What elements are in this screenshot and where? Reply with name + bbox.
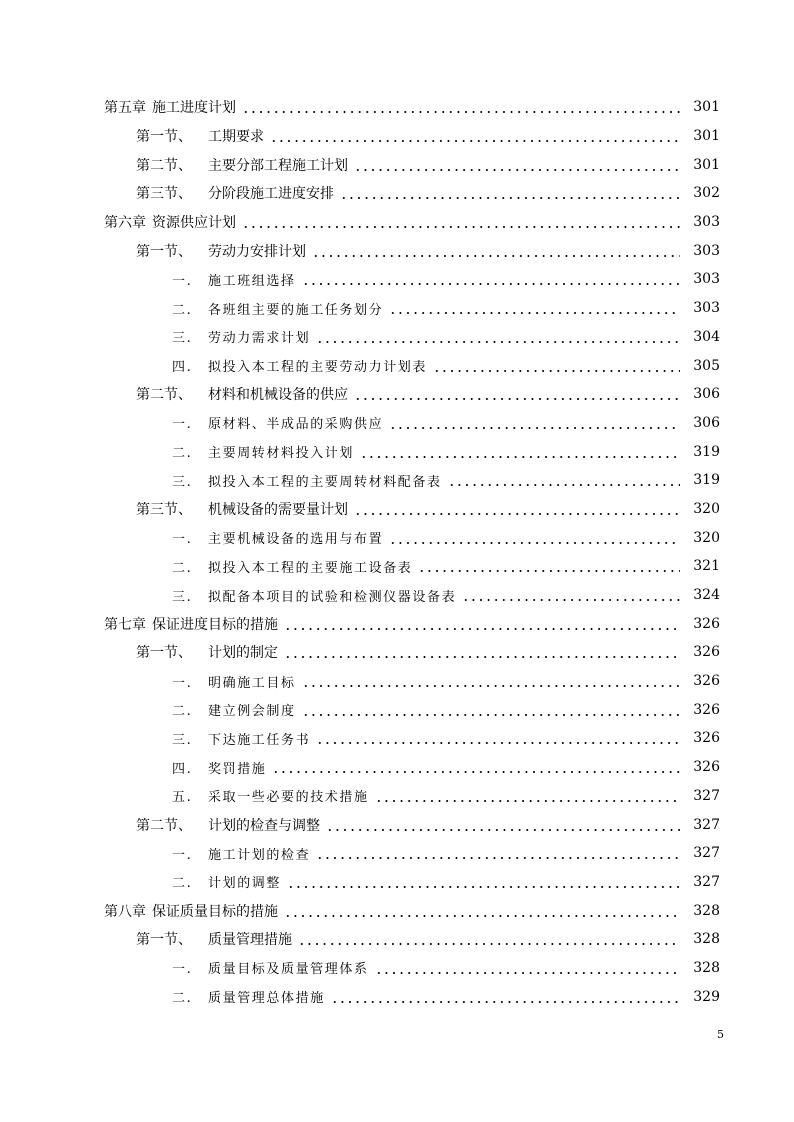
toc-entry[interactable] [0,380,794,409]
toc-entry-prefix: 第一节、 [136,129,192,146]
toc-entry[interactable] [0,351,794,380]
toc-entry-prefix: 四. [172,761,193,777]
dot-leader [302,674,680,688]
toc-entry[interactable] [0,982,794,1011]
toc-entry[interactable] [0,609,794,638]
dot-leader [462,588,680,602]
dot-leader [284,904,680,918]
toc-entry-title: 资源供应计划 [152,215,236,232]
toc-entry-page: 301 [693,156,720,173]
toc-entry-page: 328 [693,902,720,919]
toc-entry[interactable] [0,179,794,208]
toc-entry-page: 306 [693,386,720,403]
dot-leader [326,818,680,832]
toc-entry-page: 303 [693,214,720,231]
toc-entry-prefix: 一. [172,847,193,863]
toc-entry-page: 319 [693,443,720,460]
toc-entry-page: 303 [693,242,720,259]
toc-entry-prefix: 第一节、 [136,243,192,260]
toc-entry[interactable] [0,122,794,151]
toc-entry-title: 下达施工任务书 [208,732,311,748]
toc-entry-page: 327 [693,787,720,804]
dot-leader [284,645,680,659]
toc-entry-prefix: 第三节、 [136,501,192,518]
toc-entry-page: 329 [693,988,720,1005]
dot-leader [287,875,680,889]
toc-entry-prefix: 三. [172,331,193,347]
toc-entry[interactable] [0,695,794,724]
toc-entry-title: 质量管理总体措施 [208,991,325,1007]
toc-entry-title: 施工进度计划 [152,100,236,117]
toc-entry[interactable] [0,437,794,466]
toc-entry[interactable] [0,581,794,610]
dot-leader [375,961,680,975]
toc-entry[interactable] [0,868,794,897]
toc-entry[interactable] [0,208,794,237]
toc-entry-page: 327 [693,816,720,833]
toc-entry-page: 326 [693,759,720,776]
table-of-contents [0,93,794,1011]
toc-entry-title: 拟配备本项目的试验和检测仪器设备表 [208,589,457,605]
toc-entry-page: 320 [693,500,720,517]
toc-entry-title: 建立例会制度 [208,704,296,720]
toc-entry[interactable] [0,638,794,667]
toc-entry-page: 327 [693,873,720,890]
toc-entry[interactable] [0,925,794,954]
toc-entry-title: 施工班组选择 [208,273,296,289]
toc-entry-title: 拟投入本工程的主要施工设备表 [208,560,413,576]
toc-entry-page: 326 [693,730,720,747]
toc-entry[interactable] [0,839,794,868]
toc-entry-title: 各班组主要的施工任务划分 [208,302,384,318]
toc-entry-prefix: 第二节、 [136,817,192,834]
toc-entry-page: 326 [693,615,720,632]
toc-entry-title: 计划的调整 [208,876,282,892]
dot-leader [340,186,680,200]
toc-entry-page: 302 [693,185,720,202]
toc-entry-title: 原材料、半成品的采购供应 [208,417,384,433]
toc-entry[interactable] [0,724,794,753]
toc-entry[interactable] [0,896,794,925]
toc-entry[interactable] [0,782,794,811]
toc-entry-title: 采取一些必要的技术措施 [208,790,369,806]
toc-entry-prefix: 一. [172,675,193,691]
toc-entry-prefix: 二. [172,446,193,462]
toc-entry-title: 拟投入本工程的主要周转材料配备表 [208,474,442,490]
dot-leader [302,703,680,717]
toc-entry-page: 327 [693,845,720,862]
toc-entry-title: 施工计划的检查 [208,847,311,863]
toc-entry-page: 303 [693,271,720,288]
toc-entry-page: 324 [693,587,720,604]
dot-leader [354,387,680,401]
dot-leader [242,100,680,114]
toc-entry-prefix: 二. [172,560,193,576]
dot-leader [354,158,680,172]
toc-entry-prefix: 三. [172,589,193,605]
toc-entry-prefix: 三. [172,474,193,490]
toc-entry[interactable] [0,495,794,524]
dot-leader [316,846,680,860]
toc-entry-page: 326 [693,673,720,690]
toc-entry[interactable] [0,323,794,352]
toc-entry-title: 质量目标及质量管理体系 [208,962,369,978]
toc-entry[interactable] [0,150,794,179]
toc-entry-title: 分阶段施工进度安排 [208,186,334,203]
toc-entry[interactable] [0,954,794,983]
toc-entry-title: 保证质量目标的措施 [152,903,278,920]
toc-entry-prefix: 一. [172,962,193,978]
toc-entry-title: 保证进度目标的措施 [152,616,278,633]
toc-entry-prefix: 第六章 [104,215,146,232]
toc-entry-page: 321 [693,558,720,575]
toc-entry[interactable] [0,466,794,495]
dot-leader [302,272,680,286]
toc-entry-prefix: 第八章 [104,903,146,920]
dot-leader [389,301,680,315]
dot-leader [418,559,680,573]
page-number: 5 [717,1028,724,1041]
toc-entry-page: 305 [693,357,720,374]
toc-entry-page: 326 [693,701,720,718]
dot-leader [389,416,680,430]
dot-leader [448,473,680,487]
dot-leader [298,932,680,946]
dot-leader [354,502,680,516]
toc-entry-prefix: 二. [172,704,193,720]
toc-entry-title: 拟投入本工程的主要劳动力计划表 [208,360,428,376]
toc-entry-prefix: 二. [172,302,193,318]
toc-entry[interactable] [0,753,794,782]
toc-entry[interactable] [0,810,794,839]
toc-entry-title: 计划的制定 [208,645,278,662]
toc-entry-page: 301 [693,99,720,116]
toc-entry[interactable] [0,93,794,122]
toc-entry-prefix: 二. [172,991,193,1007]
dot-leader [312,244,680,258]
toc-entry-page: 319 [693,472,720,489]
dot-leader [316,731,680,745]
toc-entry-prefix: 第二节、 [136,387,192,404]
toc-entry[interactable] [0,265,794,294]
toc-entry[interactable] [0,294,794,323]
toc-entry-page: 304 [693,328,720,345]
dot-leader [270,129,680,143]
toc-entry-title: 质量管理措施 [208,932,292,949]
toc-entry-page: 301 [693,128,720,145]
toc-entry-prefix: 二. [172,876,193,892]
toc-entry-page: 328 [693,959,720,976]
toc-entry-title: 劳动力需求计划 [208,331,311,347]
toc-entry-page: 320 [693,529,720,546]
toc-entry-title: 主要周转材料投入计划 [208,446,355,462]
toc-entry[interactable] [0,552,794,581]
toc-entry-page: 326 [693,644,720,661]
toc-entry[interactable] [0,667,794,696]
dot-leader [360,445,680,459]
toc-entry-page: 328 [693,931,720,948]
dot-leader [284,617,680,631]
dot-leader [331,990,680,1004]
toc-entry-title: 主要分部工程施工计划 [208,157,348,174]
toc-entry-prefix: 五. [172,790,193,806]
toc-entry-page: 306 [693,414,720,431]
dot-leader [389,531,680,545]
toc-entry-title: 材料和机械设备的供应 [208,387,348,404]
toc-entry-prefix: 第七章 [104,616,146,633]
toc-entry-title: 明确施工目标 [208,675,296,691]
toc-entry-prefix: 三. [172,732,193,748]
dot-leader [272,760,680,774]
toc-entry-prefix: 第三节、 [136,186,192,203]
dot-leader [242,215,680,229]
toc-entry-title: 机械设备的需要量计划 [208,501,348,518]
toc-entry-title: 工期要求 [208,129,264,146]
toc-entry-prefix: 第二节、 [136,157,192,174]
toc-entry[interactable] [0,523,794,552]
toc-entry-prefix: 第一节、 [136,645,192,662]
toc-entry[interactable] [0,236,794,265]
toc-entry-prefix: 第五章 [104,100,146,117]
toc-entry[interactable] [0,409,794,438]
dot-leader [375,789,680,803]
toc-entry-title: 奖罚措施 [208,761,267,777]
toc-entry-title: 主要机械设备的选用与布置 [208,532,384,548]
toc-entry-prefix: 一. [172,417,193,433]
toc-entry-page: 303 [693,300,720,317]
toc-entry-prefix: 四. [172,360,193,376]
toc-entry-prefix: 一. [172,273,193,289]
toc-entry-prefix: 第一节、 [136,932,192,949]
dot-leader [433,359,680,373]
toc-entry-title: 计划的检查与调整 [208,817,320,834]
toc-entry-prefix: 一. [172,532,193,548]
dot-leader [316,330,680,344]
toc-entry-title: 劳动力安排计划 [208,243,306,260]
